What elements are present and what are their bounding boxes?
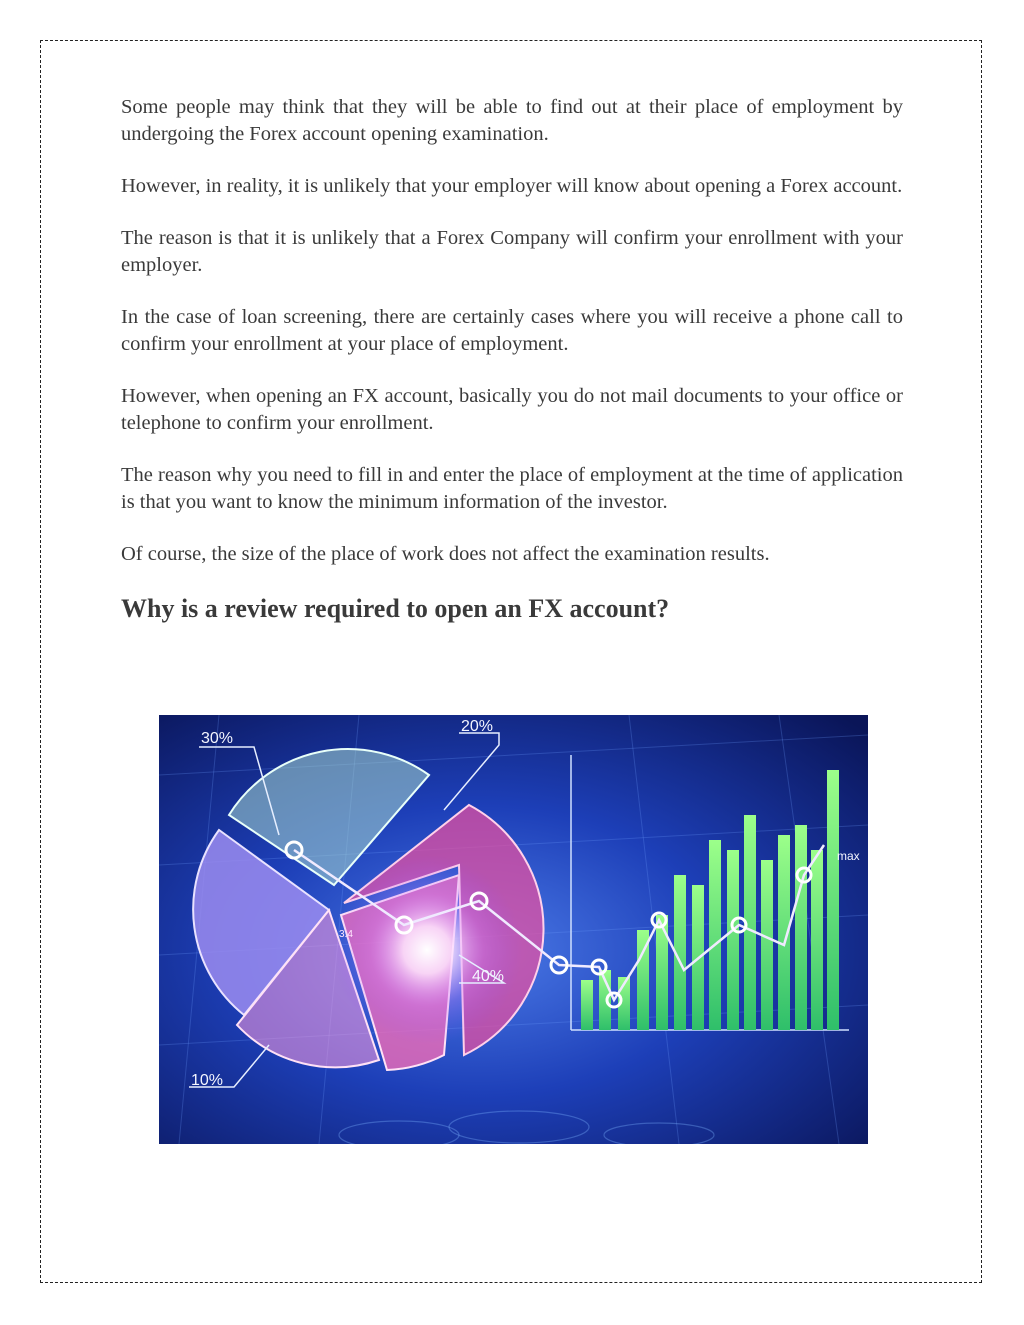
illustration-svg: [159, 715, 868, 1144]
paragraph-7: Of course, the size of the place of work does not affect the examination results.: [121, 543, 770, 565]
article-body: [121, 94, 903, 625]
paragraph-4: In the case of loan screening, there are certainly cases where you will receive a phone call to confirm your enrollment at your place of employment.: [121, 306, 903, 355]
illustration-image: [159, 715, 868, 1144]
paragraph-6: The reason why you need to fill in and enter the place of employment at the time of application is that you want to know the minimum information of the investor.: [121, 464, 903, 513]
label-10-percent: 10%: [191, 1072, 224, 1089]
section-heading: Why is a review required to open an FX account?: [121, 594, 670, 623]
label-20-percent: 20%: [461, 718, 494, 735]
label-inner-value: 3.4: [339, 929, 353, 940]
paragraph-1: Some people may think that they will be able to find out at their place of employment by undergoing the Forex account opening examination.: [121, 96, 903, 145]
label-max: max: [837, 849, 860, 863]
label-30-percent: 30%: [201, 730, 234, 747]
label-40-percent: 40%: [472, 968, 505, 985]
paragraph-5: However, when opening an FX account, basically you do not mail documents to your office or telephone to confirm your enrollment.: [121, 385, 903, 434]
paragraph-3: The reason is that it is unlikely that a Forex Company will confirm your enrollment with your employer.: [121, 227, 903, 276]
paragraph-2: However, in reality, it is unlikely that your employer will know about opening a Forex account.: [121, 175, 903, 197]
